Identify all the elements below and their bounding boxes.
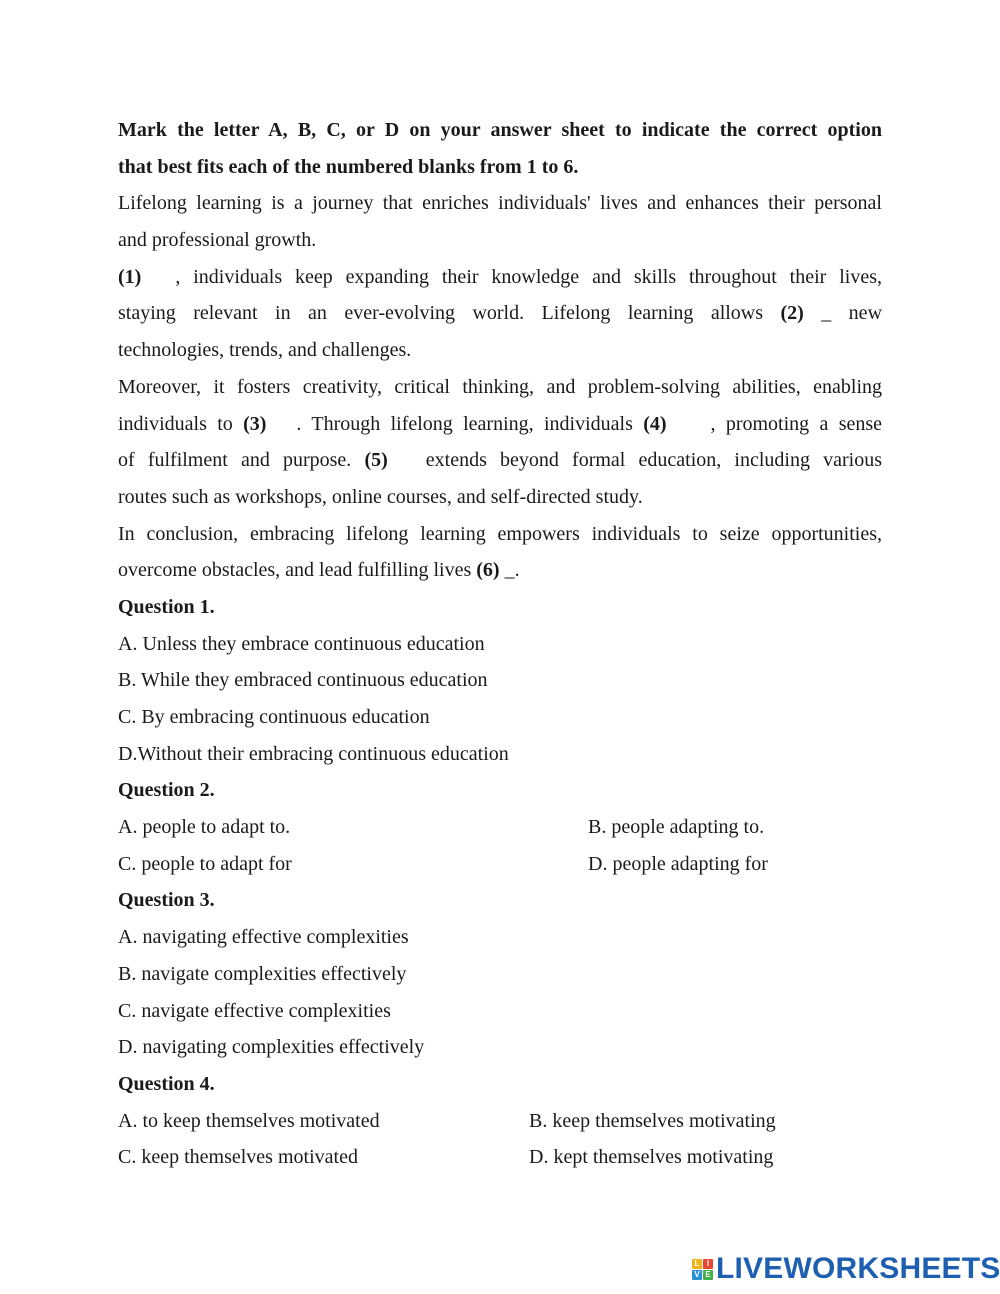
passage-paragraph-2-line-3: technologies, trends, and challenges.	[118, 339, 412, 362]
passage-text: _ new	[821, 302, 883, 325]
question-2-option-b: B. people adapting to.	[588, 816, 765, 839]
question-1-option-c: C. By embracing continuous education	[118, 706, 430, 728]
blank-number-4: (4)	[643, 412, 667, 435]
blank-number-3: (3)	[243, 412, 267, 435]
passage-paragraph-4-line-1: In conclusion, embracing lifelong learning empowers individuals to seize opportunities,	[118, 522, 882, 545]
question-1-title: Question 1.	[118, 595, 215, 618]
question-4-option-c: C. keep themselves motivated	[118, 1146, 358, 1169]
question-1-option-a: A. Unless they embrace continuous education	[118, 632, 485, 655]
liveworksheets-logo-mark-icon	[692, 1259, 713, 1280]
passage-paragraph-1-line-1: Lifelong learning is a journey that enriches individuals' lives and enhances their personal	[118, 192, 882, 215]
question-3-option-d: D. navigating complexities effectively	[118, 1036, 425, 1059]
passage-text: , promoting a sense	[710, 412, 883, 435]
passage-paragraph-2-line-1	[118, 259, 882, 296]
instruction-line-2: that best fits each of the numbered blanks from 1 to 6.	[118, 155, 579, 178]
passage-paragraph-3-line-1: Moreover, it fosters creativity, critical thinking, and problem-solving abilities, enabling	[118, 375, 882, 398]
passage-text: extends beyond formal education, including various	[425, 449, 882, 472]
question-3-option-a: A. navigating effective complexities	[118, 926, 409, 949]
question-4-row-1	[118, 1103, 882, 1140]
passage-text: . Through lifelong learning, individuals	[296, 412, 633, 435]
logo-mark-letter: I	[703, 1259, 713, 1269]
blank-number-6: (6)	[476, 559, 500, 582]
blank-number-1: (1)	[118, 265, 142, 288]
passage-text: overcome obstacles, and lead fulfilling lives	[118, 559, 472, 582]
instruction-line-1: Mark the letter A, B, C, or D on your answer sheet to indicate the correct option	[118, 119, 882, 141]
question-2-row-1	[118, 809, 882, 846]
question-2-option-a: A. people to adapt to.	[118, 816, 291, 839]
question-3-option-b: B. navigate complexities effectively	[118, 962, 407, 985]
liveworksheets-logo-text: LIVEWORKSHEETS	[716, 1252, 1000, 1285]
question-3-option-c: C. navigate effective complexities	[118, 999, 391, 1022]
question-1-option-d: D.Without their embracing continuous education	[118, 742, 509, 765]
question-2-row-2	[118, 846, 882, 883]
logo-mark-letter: V	[692, 1270, 702, 1280]
passage-text: individuals to	[118, 412, 233, 435]
question-2-option-d: D. people adapting for	[588, 852, 768, 875]
passage-paragraph-4-line-2	[118, 552, 882, 589]
question-4-row-2	[118, 1139, 882, 1176]
question-2-title: Question 2.	[118, 779, 215, 802]
liveworksheets-logo[interactable]	[692, 1252, 1000, 1286]
passage-text: _.	[504, 559, 520, 582]
question-2-option-c: C. people to adapt for	[118, 852, 292, 875]
blank-number-5: (5)	[364, 449, 388, 472]
passage-text: of fulfilment and purpose.	[118, 449, 352, 472]
question-3-title: Question 3.	[118, 889, 215, 912]
passage-paragraph-3-line-3	[118, 442, 882, 479]
passage-paragraph-1-line-2: and professional growth.	[118, 229, 317, 252]
question-4-option-b: B. keep themselves motivating	[529, 1109, 776, 1132]
logo-mark-letter: E	[703, 1270, 713, 1280]
passage-text: , individuals keep expanding their knowledge and skills throughout their lives,	[175, 265, 882, 288]
question-4-option-d: D. kept themselves motivating	[529, 1146, 774, 1169]
question-4-option-a: A. to keep themselves motivated	[118, 1109, 380, 1132]
blank-number-2: (2)	[780, 302, 804, 325]
question-1-option-b: B. While they embraced continuous education	[118, 669, 488, 692]
passage-text: staying relevant in an ever-evolving world. Lifelong learning allows	[118, 302, 764, 325]
passage-paragraph-2-line-2	[118, 295, 882, 332]
passage-paragraph-3-line-4: routes such as workshops, online courses, and self-directed study.	[118, 485, 643, 508]
logo-mark-letter: L	[692, 1259, 702, 1269]
passage-paragraph-3-line-2	[118, 406, 882, 443]
worksheet-content	[118, 112, 882, 1176]
question-4-title: Question 4.	[118, 1072, 215, 1095]
